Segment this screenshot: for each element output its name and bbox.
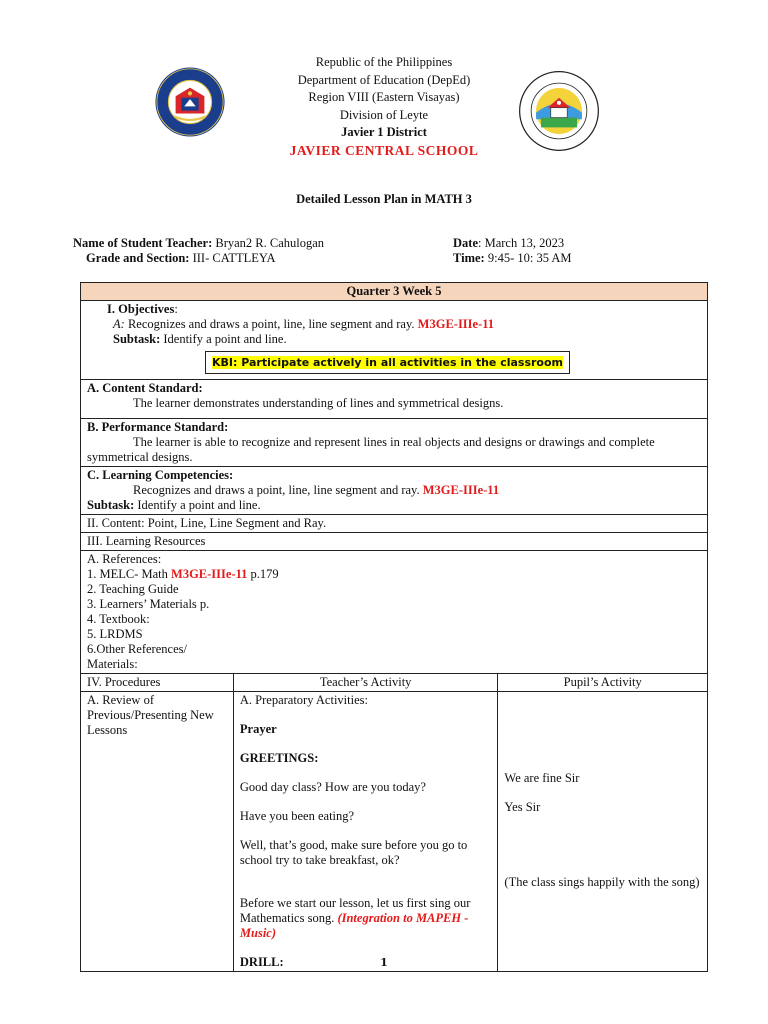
reference-code: M3GE-IIIe-11 (171, 567, 248, 581)
teacher-line-eating: Have you been eating? (239, 809, 355, 823)
learning-competencies-text: Recognizes and draws a point, line, line segment and ray. (133, 483, 423, 497)
pupil-activity-cell (498, 692, 708, 972)
date-info (453, 236, 564, 251)
integration-note: (Integration to MAPEH -Music) (239, 911, 469, 940)
kbi-text: KBI: Participate actively in all activities in the classroom (212, 356, 564, 369)
header-republic: Republic of the Philippines (315, 55, 453, 69)
header-division: Division of Leyte (339, 107, 429, 122)
prayer-label: Prayer (239, 722, 277, 736)
reference-learners-materials: 3. Learners’ Materials p. (87, 597, 210, 611)
teacher-line-breakfast: Well, that’s good, make sure before you go to school try to take breakfast, ok? (239, 838, 468, 867)
performance-standard-text: The learner is able to recognize and represent lines in real objects and designs or drawings and complete symmetrical designs. (87, 435, 655, 464)
header-school: JAVIER CENTRAL SCHOOL (289, 142, 479, 158)
date-label: Date (453, 236, 478, 250)
content-standard-text: The learner demonstrates understanding of lines and symmetrical designs. (133, 396, 504, 410)
references-label: A. References: (87, 552, 162, 566)
page-number: 1 (380, 956, 388, 969)
melc-code: M3GE-IIIe-11 (417, 317, 495, 331)
reference-teaching-guide: 2. Teaching Guide (87, 582, 179, 596)
reference-melc: 1. MELC- Math (87, 567, 172, 581)
teacher-activity-cell (233, 692, 498, 972)
content-standard-label: A. Content Standard: (87, 381, 203, 395)
date-value: : March 13, 2023 (478, 236, 565, 250)
teacher-line-greeting: Good day class? How are you today? (239, 780, 426, 794)
letterhead (0, 54, 768, 159)
lesson-plan-title: Detailed Lesson Plan in MATH 3 (296, 192, 472, 206)
teacher-line-song: Before we start our lesson, let us first sing our Mathematics song. (239, 896, 471, 925)
grade-section-label: Grade and Section: (86, 251, 190, 265)
references-section: A. References: 1. MELC- Math M3GE-IIIe-11 p.179 2. Teaching Guide 3. Learners’ Materials p. 4. Textbook: 5. LRDMS 6.Other References/ Materials: (81, 551, 708, 674)
performance-standard-section (81, 419, 708, 467)
header-deped: Department of Education (DepEd) (297, 72, 471, 87)
learning-resources-row: III. Learning Resources (81, 533, 708, 551)
grade-section-value: III- CATTLEYA (189, 251, 276, 265)
learning-competencies-section (81, 467, 708, 515)
header-district: Javier 1 District (341, 125, 427, 139)
district-seal-icon (518, 70, 600, 152)
reference-materials: Materials: (87, 657, 138, 671)
student-teacher-label: Name of Student Teacher: (73, 236, 213, 250)
content-row: II. Content: Point, Line, Line Segment and Ray. (81, 515, 708, 533)
teacher-activity-header: Teacher’s Activity (233, 674, 498, 692)
competency-subtask-label: Subtask: (87, 498, 135, 512)
objectives-label: I. Objectives (107, 302, 175, 316)
time-info (453, 251, 572, 266)
reference-textbook: 4. Textbook: (87, 612, 150, 626)
objective-a-label: A: (113, 317, 125, 331)
reference-other: 6.Other References/ (87, 642, 187, 656)
objectives-section: I. Objectives: A: Recognizes and draws a point, line, line segment and ray. M3GE-IIIe-11 Subtask: Identify a point and line. KBI: Participate actively in all activities in the classroom (81, 301, 708, 380)
subtask-text: Identify a point and line. (160, 332, 287, 346)
content-standard-section (81, 380, 708, 419)
student-teacher-info (73, 236, 324, 251)
competency-code: M3GE-IIIe-11 (422, 483, 500, 497)
pupil-line-sings: (The class sings happily with the song) (504, 875, 700, 889)
deped-seal-icon (154, 66, 226, 138)
competency-subtask-text: Identify a point and line. (134, 498, 261, 512)
pupil-activity-header: Pupil’s Activity (498, 674, 708, 692)
header-region: Region VIII (Eastern Visayas) (308, 90, 460, 104)
kbi-box (205, 351, 570, 374)
objective-a-text: Recognizes and draws a point, line, line segment and ray. (124, 317, 418, 331)
procedures-header: IV. Procedures (81, 674, 234, 692)
preparatory-activities: A. Preparatory Activities: (239, 693, 368, 707)
learning-competencies-label: C. Learning Competencies: (87, 468, 234, 482)
time-label: Time: (453, 251, 485, 265)
quarter-week-header: Quarter 3 Week 5 (81, 283, 708, 301)
performance-standard-label: B. Performance Standard: (87, 420, 229, 434)
grade-section-info (86, 251, 276, 266)
student-teacher-value: Bryan2 R. Cahulogan (212, 236, 325, 250)
pupil-line-fine: We are fine Sir (504, 771, 580, 785)
review-lesson-cell: A. Review of Previous/Presenting New Lessons (81, 692, 234, 972)
drill-label: DRILL: (239, 955, 284, 969)
time-value: 9:45- 10: 35 AM (484, 251, 572, 265)
reference-lrdms: 5. LRDMS (87, 627, 143, 641)
pupil-line-yes: Yes Sir (504, 800, 541, 814)
greetings-label: GREETINGS: (239, 751, 319, 765)
subtask-label: Subtask: (113, 332, 161, 346)
lesson-plan-table (80, 282, 708, 972)
